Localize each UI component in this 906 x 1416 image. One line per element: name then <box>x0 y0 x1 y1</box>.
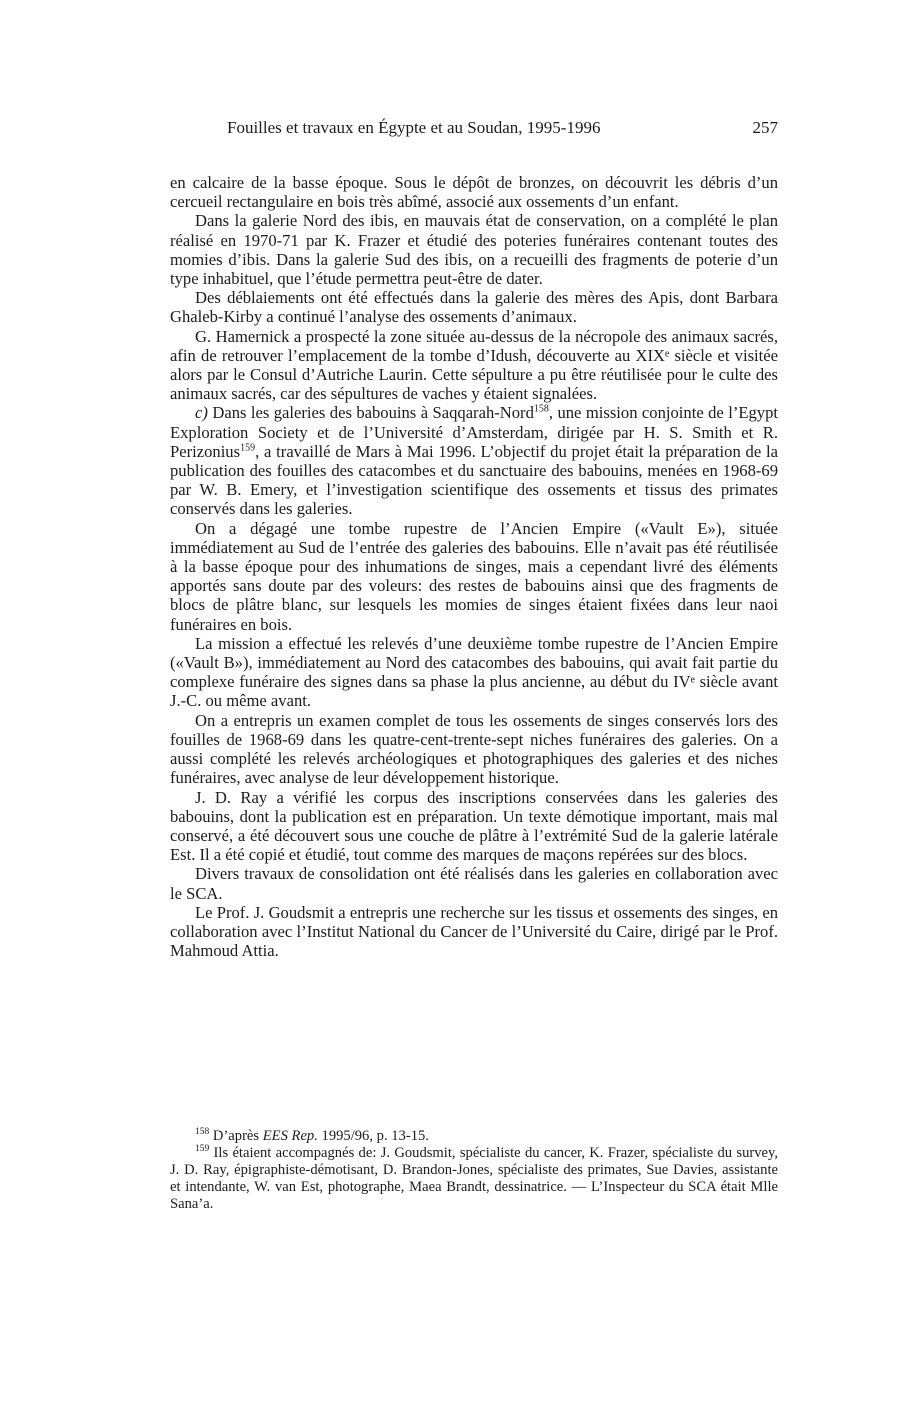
footnote-text: Ils étaient accompagnés de: J. Goudsmit, spécialiste du cancer, K. Frazer, spécialiste du survey, J. D. Ray, épigraphiste-démotisant, D. Brandon-Jones, spécialiste des primates, Sue Davies, assistante et intendante, W. van Est, photographe, Maea Brandt, dessinatrice. — L’Inspecteur du SCA était Mlle Sana’a. <box>170 1145 778 1212</box>
footnote-159 <box>170 1145 778 1213</box>
paragraph: en calcaire de la basse époque. Sous le dépôt de bronzes, on découvrit les débris d’un cercueil rectangulaire en bois très abîmé, associé aux ossements d’un enfant. <box>170 173 778 212</box>
footnote-158 <box>170 1128 778 1145</box>
paragraph: J. D. Ray a vérifié les corpus des inscriptions conservées dans les galeries des babouins, dont la publication est en préparation. Un texte démotique important, mais mal conservé, a été découvert sous une couche de plâtre à l’extrémité Sud de la galerie latérale Est. Il a été copié et étudié, tout comme des marques de maçons repérées sur des blocs. <box>170 787 778 865</box>
footnote-citation: EES Rep. <box>262 1128 318 1144</box>
paragraph: Le Prof. J. Goudsmit a entrepris une recherche sur les tissus et ossements des singes, en collaboration avec l’Institut National du Cancer de l’Université du Caire, dirigé par le Prof. Mahmoud Attia. <box>170 902 778 961</box>
footnotes <box>170 1128 778 1213</box>
paragraph: G. Hamernick a prospecté la zone située au-dessus de la nécropole des animaux sacrés, afin de retrouver l’emplacement de la tombe d’Idush, découverte au XIXᵉ siècle et visitée alors par le Consul d’Autriche Laurin. Cette sépulture a pu être réutilisée pour le culte des animaux sacrés, car des sépultures de vaches y étaient signalées. <box>170 326 778 404</box>
footnote-text: 1995/96, p. 13-15. <box>317 1128 429 1144</box>
paragraph-text: , a travaillé de Mars à Mai 1996. L’objectif du projet était la préparation de la publication des fouilles des catacombes et du sanctuaire des babouins, menées en 1968-69 par W. B. Emery, et l’investigation scientifique des ossements et tissus des primates conservés dans les galeries. <box>170 441 778 519</box>
footnote-number: 159 <box>195 1144 210 1155</box>
body-text <box>170 173 778 960</box>
footnote-text: D’après <box>209 1128 263 1144</box>
paragraph-baboon-galleries <box>170 403 778 518</box>
paragraph: Divers travaux de consolidation ont été réalisés dans les galeries en collaboration avec le SCA. <box>170 864 778 903</box>
paragraph-text: , une mission conjointe de l’Egypt Exploration Society et de l’Université d’Amsterdam, dirigée par H. S. Smith et R. Perizonius <box>170 403 778 461</box>
paragraph: Dans la galerie Nord des ibis, en mauvais état de conservation, on a complété le plan réalisé en 1970-71 par K. Frazer et étudié des poteries funéraires contenant toutes des momies d’ibis. Dans la galerie Sud des ibis, on a recueilli des fragments de poterie d’un type inhabituel, que l’étude permettra peut-être de dater. <box>170 211 778 289</box>
section-label: c) <box>195 403 208 423</box>
paragraph: On a entrepris un examen complet de tous les ossements de singes conservés lors des fouilles de 1968-69 dans les quatre-cent-trente-sept niches funéraires des galeries. On a aussi complété les relevés archéologiques et photographiques des galeries et des niches funéraires, avec analyse de leur développement historique. <box>170 710 778 788</box>
footnote-number: 158 <box>195 1127 210 1138</box>
paragraph: On a dégagé une tombe rupestre de l’Ancien Empire («Vault E»), située immédiatement au Sud de l’entrée des galeries des babouins. Elle n’avait pas été réutilisée à la basse époque pour des inhumations de singes, mais a cependant livré des éléments apportés sans doute par des voleurs: des restes de babouins ainsi que des fragments de blocs de plâtre blanc, sur lesquels les momies de singes étaient fixées dans leur naoi funéraires en bois. <box>170 518 778 634</box>
paragraph: La mission a effectué les relevés d’une deuxième tombe rupestre de l’Ancien Empire («Vault B»), immédiatement au Nord des catacombes des babouins, qui avait fait partie du complexe funéraire des signes dans sa phase la plus ancienne, au début du IVᵉ siècle avant J.-C. ou même avant. <box>170 633 778 711</box>
page-number: 257 <box>752 118 778 137</box>
paragraph-text: Dans les galeries des babouins à Saqqarah-Nord <box>207 403 534 423</box>
running-head <box>170 118 778 142</box>
running-title: Fouilles et travaux en Égypte et au Soudan, 1995-1996 <box>227 118 601 137</box>
page <box>170 118 778 960</box>
footnote-reference[interactable]: 158 <box>533 403 549 415</box>
footnote-reference[interactable]: 159 <box>240 442 256 454</box>
paragraph: Des déblaiements ont été effectués dans la galerie des mères des Apis, dont Barbara Ghaleb-Kirby a continué l’analyse des ossements d’animaux. <box>170 288 778 327</box>
